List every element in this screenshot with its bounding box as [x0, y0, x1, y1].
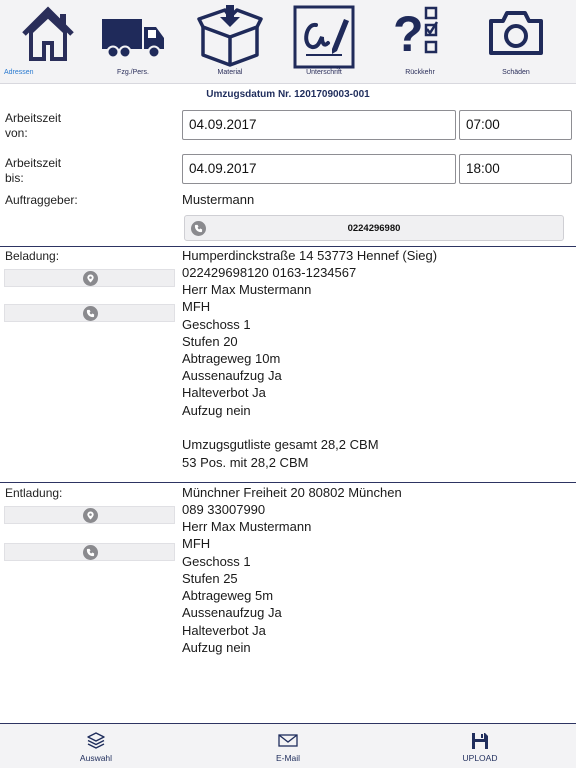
tab-label: Unterschrift: [306, 69, 342, 76]
detail-line: MFH: [182, 536, 211, 551]
detail-line: Stufen 25: [182, 571, 238, 586]
phone-icon: [83, 306, 98, 321]
camera-icon: [487, 5, 545, 61]
detail-line: Humperdinckstraße 14 53773 Hennef (Sieg): [182, 248, 438, 263]
detail-line: MFH: [182, 299, 211, 314]
detail-line: Aussenaufzug Ja: [182, 605, 282, 620]
svg-text:?: ?: [393, 6, 424, 61]
divider: [0, 482, 576, 483]
entladung-map-button[interactable]: [4, 506, 175, 524]
tab-rueckkehr[interactable]: [372, 0, 468, 84]
page-title: Umzugsdatum Nr. 1201709003-001: [206, 89, 370, 100]
summary-line: 53 Pos. mit 28,2 CBM: [182, 455, 309, 470]
top-toolbar: [0, 0, 576, 84]
detail-line: Münchner Freiheit 20 80802 München: [182, 485, 402, 500]
detail-line: 089 33007990: [182, 502, 266, 517]
phone-icon: [83, 545, 98, 560]
label-line: von:: [5, 126, 28, 140]
upload-label: UPLOAD: [462, 753, 498, 763]
entladung-call-button[interactable]: [4, 543, 175, 561]
label-line: Arbeitszeit: [5, 111, 62, 125]
start-time-field[interactable]: 07:00: [459, 110, 572, 140]
layers-icon: [87, 732, 105, 750]
detail-line: Abtrageweg 5m: [182, 588, 274, 603]
end-time-field[interactable]: 18:00: [459, 154, 572, 184]
label-line: Arbeitszeit: [5, 156, 62, 170]
mail-icon: [278, 732, 298, 748]
start-date-field[interactable]: 04.09.2017: [182, 110, 456, 140]
detail-line: Aufzug nein: [182, 640, 251, 655]
upload-button[interactable]: [420, 724, 540, 768]
client-phone-number: 0224296980: [347, 223, 401, 234]
bottom-toolbar: [0, 723, 576, 768]
detail-line: Geschoss 1: [182, 554, 251, 569]
location-pin-icon: [83, 271, 98, 286]
tab-label: Rückkehr: [405, 69, 435, 76]
email-button[interactable]: [228, 724, 348, 768]
detail-line: Halteverbot Ja: [182, 623, 266, 638]
detail-line: Herr Max Mustermann: [182, 282, 312, 297]
detail-line: Halteverbot Ja: [182, 385, 266, 400]
label-line: bis:: [5, 171, 24, 185]
detail-line: Stufen 20: [182, 334, 238, 349]
home-icon: [20, 5, 76, 63]
tab-material[interactable]: [182, 0, 278, 84]
truck-icon: [100, 5, 166, 63]
auftraggeber-label: Auftraggeber:: [5, 193, 78, 207]
location-pin-icon: [83, 508, 98, 523]
tab-label: Fzg./Pers.: [117, 69, 149, 76]
tab-unterschrift[interactable]: [276, 0, 372, 84]
beladung-label: Beladung:: [5, 249, 60, 263]
tab-fzg-pers[interactable]: [85, 0, 181, 84]
detail-line: Aussenaufzug Ja: [182, 368, 282, 383]
arbeitszeit-bis-label: [5, 156, 61, 186]
save-icon: [471, 732, 489, 750]
summary-line: Umzugsgutliste gesamt 28,2 CBM: [182, 437, 379, 452]
detail-line: Aufzug nein: [182, 403, 251, 418]
arbeitszeit-von-label: [5, 111, 61, 141]
detail-line: Abtrageweg 10m: [182, 351, 281, 366]
end-date-field[interactable]: 04.09.2017: [182, 154, 456, 184]
tab-schaeden[interactable]: [468, 0, 564, 84]
beladung-call-button[interactable]: [4, 304, 175, 322]
auswahl-label: Auswahl: [79, 753, 113, 763]
signature-icon: [292, 5, 356, 69]
box-icon: [197, 5, 263, 67]
detail-line: 022429698120 0163-1234567: [182, 265, 357, 280]
entladung-label: Entladung:: [5, 486, 63, 500]
tab-label: Material: [217, 69, 243, 76]
tab-label: Schäden: [502, 69, 530, 76]
detail-line: Herr Max Mustermann: [182, 519, 312, 534]
call-client-button[interactable]: [184, 215, 564, 241]
tab-label: Adressen: [4, 69, 34, 76]
checklist-icon: [392, 5, 448, 61]
tab-adressen[interactable]: [0, 0, 96, 84]
auswahl-button[interactable]: [36, 724, 156, 768]
beladung-map-button[interactable]: [4, 269, 175, 287]
email-label: E-Mail: [275, 753, 301, 763]
detail-line: Geschoss 1: [182, 317, 251, 332]
client-name: Mustermann: [182, 192, 255, 207]
